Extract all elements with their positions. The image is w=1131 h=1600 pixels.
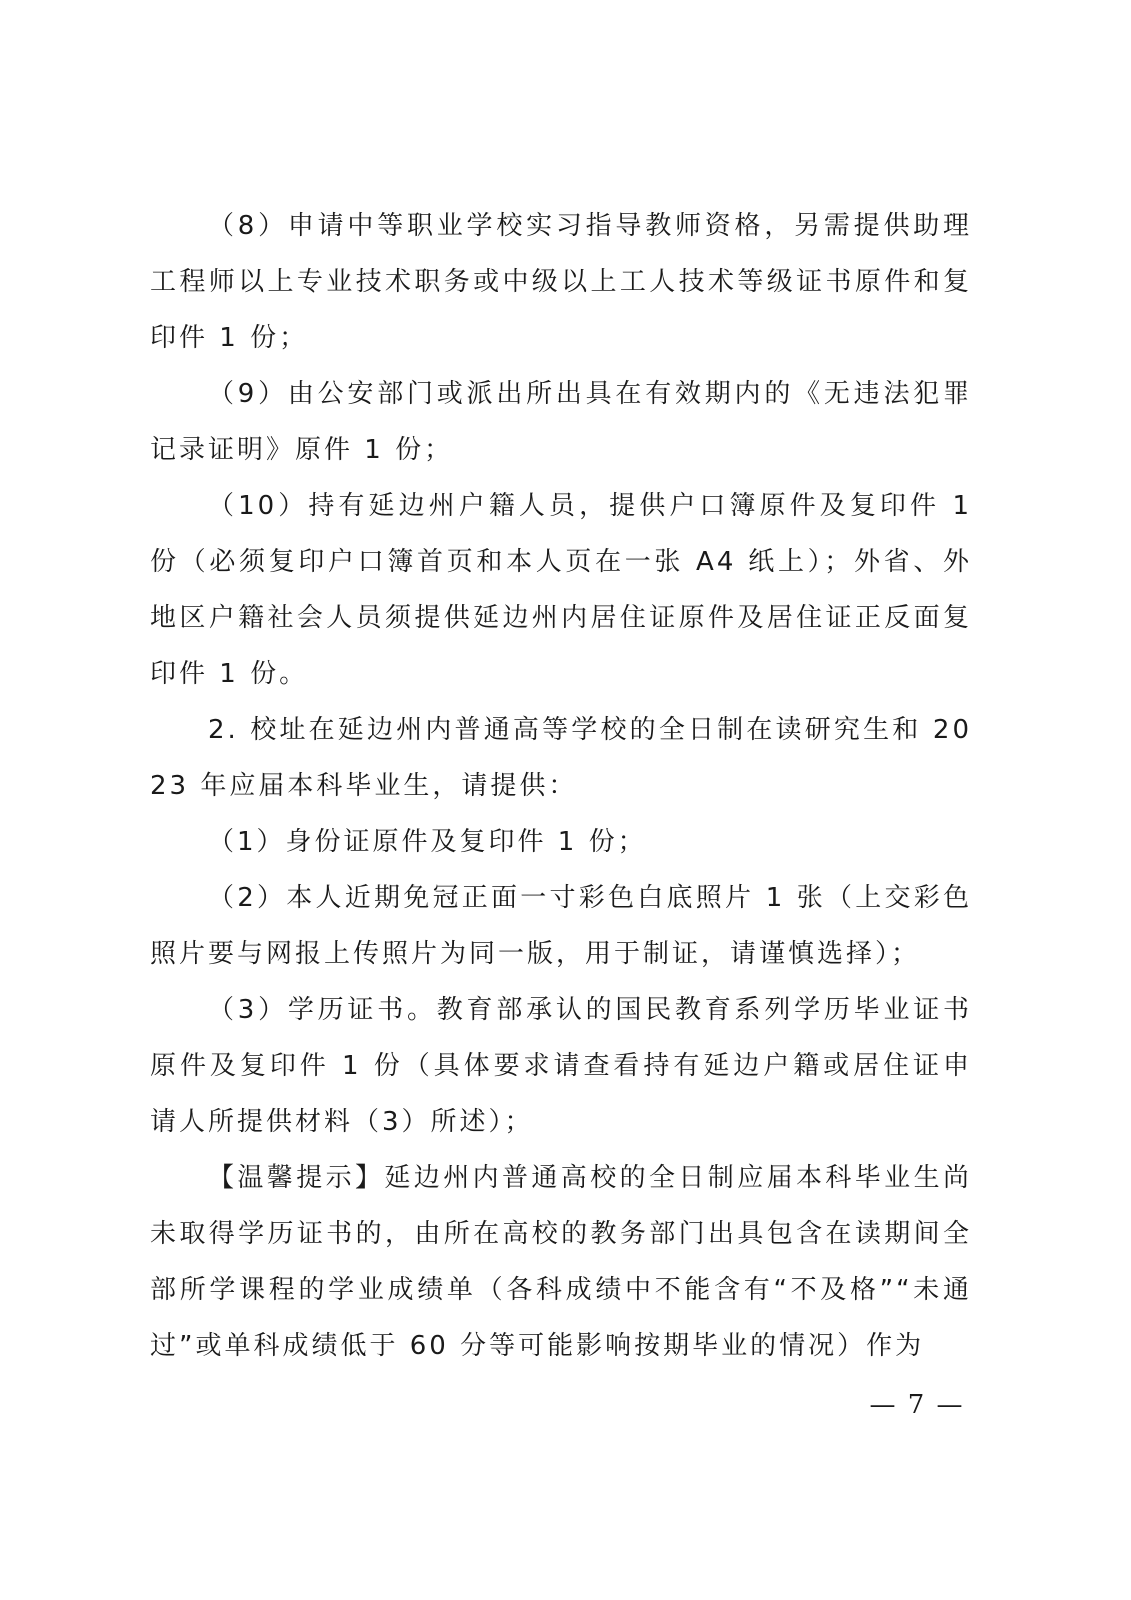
paragraph-item-9: （9）由公安部门或派出所出具在有效期内的《无违法犯罪记录证明》原件 1 份； [150, 379, 972, 465]
page-number: — 7 — [869, 1390, 965, 1420]
paragraph-sub-2: （2）本人近期免冠正面一寸彩色白底照片 1 张（上交彩色照片要与网报上传照片为同一版，用于制证，请谨慎选择）； [150, 883, 972, 969]
paragraph-item-8: （8）申请中等职业学校实习指导教师资格，另需提供助理工程师以上专业技术职务或中级以上工人技术等级证书原件和复印件 1 份； [150, 211, 972, 353]
paragraph-item-10: （10）持有延边州户籍人员，提供户口簿原件及复印件 1 份（必须复印户口簿首页和本人页在一张 A4 纸上）；外省、外地区户籍社会人员须提供延边州内居住证原件及居住证正反面复印件 1 份。 [150, 491, 972, 689]
document-body [150, 198, 972, 1374]
paragraph-tip: 【温馨提示】延边州内普通高校的全日制应届本科毕业生尚未取得学历证书的，由所在高校的教务部门出具包含在读期间全部所学课程的学业成绩单（各科成绩中不能含有“不及格”“未通过”或单科成绩低于 60 分等可能影响按期毕业的情况）作为 [150, 1163, 972, 1361]
paragraph-section-2: 2. 校址在延边州内普通高等学校的全日制在读研究生和 2023 年应届本科毕业生，请提供： [150, 715, 972, 801]
paragraph-sub-1: （1）身份证原件及复印件 1 份； [208, 827, 647, 857]
paragraph-sub-3: （3）学历证书。教育部承认的国民教育系列学历毕业证书原件及复印件 1 份（具体要求请查看持有延边户籍或居住证申请人所提供材料（3）所述）； [150, 995, 972, 1137]
